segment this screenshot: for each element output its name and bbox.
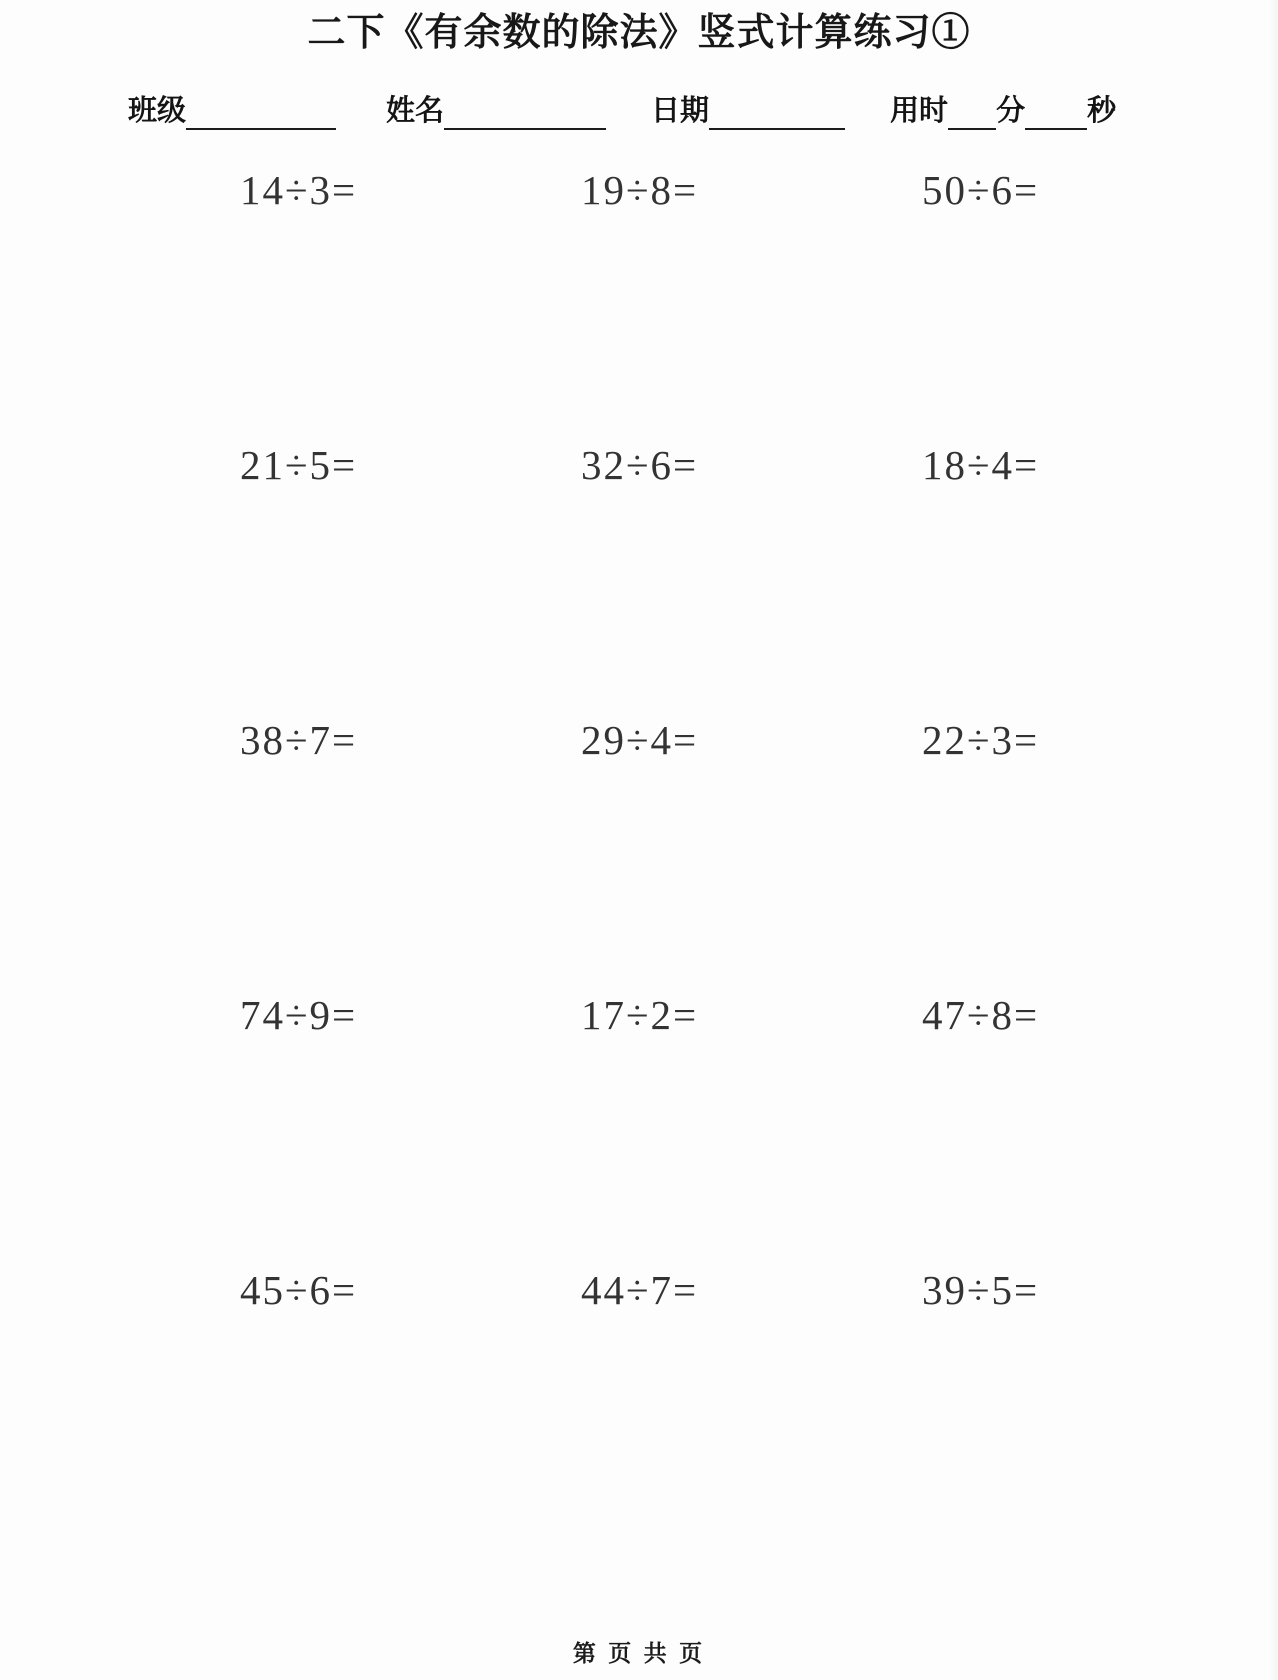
minutes-label: 分 <box>996 95 1026 127</box>
problem: 47÷8= <box>921 991 1040 1038</box>
problem: 32÷6= <box>580 441 699 488</box>
problem: 18÷4= <box>921 441 1040 488</box>
problem: 50÷6= <box>921 166 1040 213</box>
problem: 74÷9= <box>239 991 358 1038</box>
problem: 45÷6= <box>239 1266 358 1313</box>
problems-grid <box>128 52 1151 1427</box>
problem: 21÷5= <box>239 441 358 488</box>
class-label: 班级 <box>128 95 187 127</box>
problem: 14÷3= <box>239 166 358 213</box>
name-label: 姓名 <box>386 95 445 127</box>
problem: 22÷3= <box>921 716 1040 763</box>
problem: 39÷5= <box>921 1266 1040 1313</box>
time-label: 用时 <box>890 95 949 127</box>
problem: 38÷7= <box>239 716 358 763</box>
page-footer: 第 页 共 页 <box>572 1640 706 1666</box>
problem: 44÷7= <box>580 1266 699 1313</box>
problem: 19÷8= <box>580 166 699 213</box>
seconds-label: 秒 <box>1087 95 1117 127</box>
date-label: 日期 <box>651 95 710 127</box>
problem: 17÷2= <box>580 991 699 1038</box>
worksheet-title: 二下《有余数的除法》竖式计算练习① <box>307 12 971 54</box>
problem: 29÷4= <box>580 716 699 763</box>
